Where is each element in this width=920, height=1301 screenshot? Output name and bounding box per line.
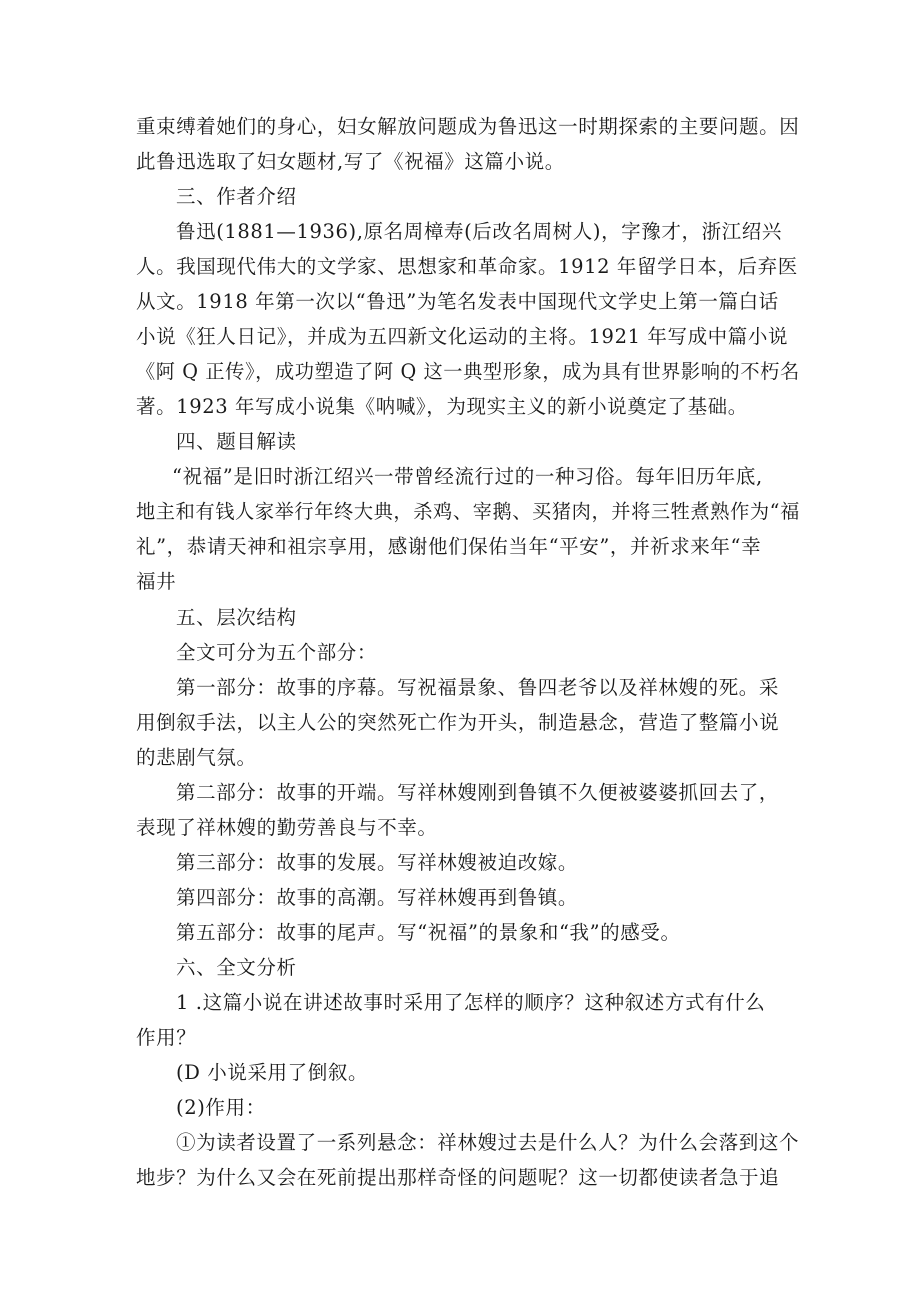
part-1-line-2: 用倒叙手法，以主人公的突然死亡作为开头，制造悬念，营造了整篇小说 xyxy=(136,711,780,734)
section-6-heading: 六、全文分析 xyxy=(176,956,297,979)
question-1-line-1: 1 .这篇小说在讲述故事时采用了怎样的顺序？这种叙述方式有什么 xyxy=(176,991,766,1014)
title-line-2: 地主和有钱人家举行年终大典，杀鸡、宰鹅、买猪肉，并将三牲煮熟作为“福 xyxy=(136,500,800,523)
section-4-heading: 四、题目解读 xyxy=(176,430,297,453)
part-2-line-2: 表现了祥林嫂的勤劳善良与不幸。 xyxy=(136,816,438,839)
author-line-2: 人。我国现代伟大的文学家、思想家和革命家。1912 年留学日本，后弃医 xyxy=(136,255,798,278)
question-1-line-2: 作用？ xyxy=(136,1026,197,1049)
answer-2: (2)作用： xyxy=(176,1096,266,1119)
part-4: 第四部分：故事的高潮。写祥林嫂再到鲁镇。 xyxy=(176,886,579,909)
structure-summary: 全文可分为五个部分： xyxy=(176,641,378,664)
title-line-3: 礼”，恭请天神和祖宗享用，感谢他们保佑当年“平安”，并祈求来年“幸 xyxy=(136,535,762,558)
part-3: 第三部分：故事的发展。写祥林嫂被迫改嫁。 xyxy=(176,851,579,874)
answer-1: (D 小说采用了倒叙。 xyxy=(176,1061,369,1084)
part-1-line-3: 的悲剧气氛。 xyxy=(136,746,257,769)
section-5-heading: 五、层次结构 xyxy=(176,606,297,629)
author-line-5: 《阿 Q 正传》，成功塑造了阿 Q 这一典型形象，成为具有世界影响的不朽名 xyxy=(136,360,800,383)
intro-line-1: 重束缚着她们的身心，妇女解放问题成为鲁迅这一时期探索的主要问题。因 xyxy=(136,115,800,138)
intro-line-2: 此鲁迅选取了妇女题材,写了《祝福》这篇小说。 xyxy=(136,150,565,173)
section-3-heading: 三、作者介绍 xyxy=(176,185,297,208)
author-line-6: 著。1923 年写成小说集《呐喊》，为现实主义的新小说奠定了基础。 xyxy=(136,395,748,418)
author-line-1: 鲁迅(1881—1936),原名周樟寿(后改名周树人)，字豫才，浙江绍兴 xyxy=(176,220,782,243)
title-line-1: “祝福”是旧时浙江绍兴一带曾经流行过的一种习俗。每年旧历年底, xyxy=(172,465,763,488)
title-line-4: 福井 xyxy=(136,570,177,593)
part-2-line-1: 第二部分：故事的开端。写祥林嫂刚到鲁镇不久便被婆婆抓回去了， xyxy=(176,781,780,804)
author-line-3: 从文。1918 年第一次以“鲁迅”为笔名发表中国现代文学史上第一篇白话 xyxy=(136,290,779,313)
part-1-line-1: 第一部分：故事的序幕。写祝福景象、鲁四老爷以及祥林嫂的死。采 xyxy=(176,676,780,699)
answer-3-line-1: ①为读者设置了一系列悬念：祥林嫂过去是什么人？为什么会落到这个 xyxy=(176,1131,800,1154)
answer-3-line-2: 地步？为什么又会在死前提出那样奇怪的问题呢？这一切都使读者急于追 xyxy=(136,1166,780,1189)
author-line-4: 小说《狂人日记》，并成为五四新文化运动的主将。1921 年写成中篇小说 xyxy=(136,325,789,348)
part-5: 第五部分：故事的尾声。写“祝福”的景象和“我”的感受。 xyxy=(176,921,681,944)
